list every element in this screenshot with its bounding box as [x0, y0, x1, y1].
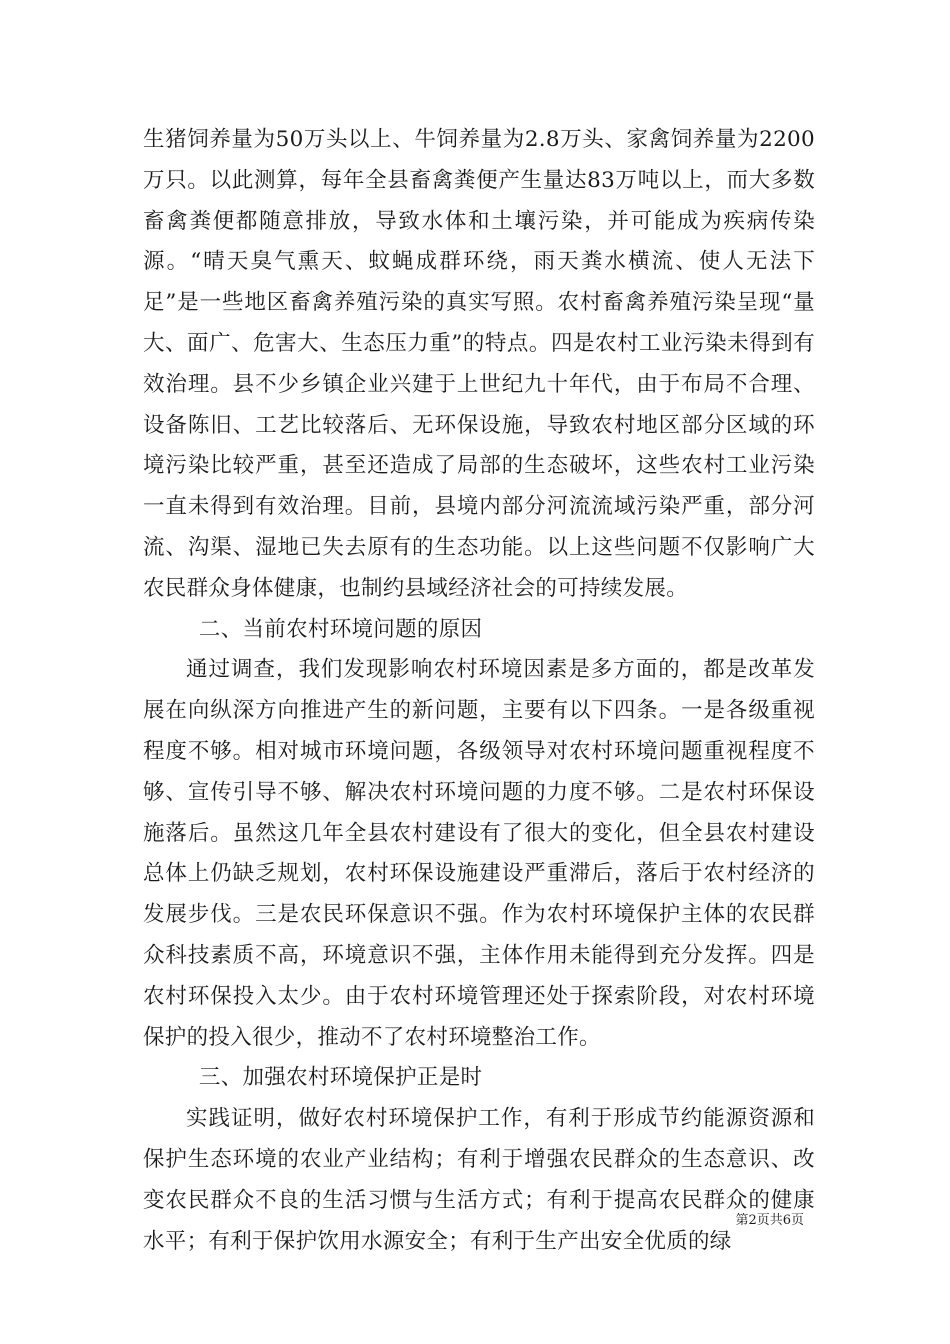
- document-body: [143, 120, 815, 1262]
- section-heading-strengthen-protection: 三、加强农村环境保护正是时: [198, 1065, 483, 1091]
- paragraph-livestock-pollution: 生猪饲养量为50万头以上、牛饲养量为2.8万头、家禽饲养量为2200万只。以此测算，每年全县畜禽粪便产生量达83万吨以上，而大多数畜禽粪便都随意排放，导致水体和土壤污染，并可能成为疾病传染源。“晴天臭气熏天、蚊蝇成群环绕，雨天粪水横流、使人无法下足”是一些地区畜禽养殖污染的真实写照。农村畜禽养殖污染呈现“量大、面广、危害大、生态压力重”的特点。四是农村工业污染未得到有效治理。县不少乡镇企业兴建于上世纪九十年代，由于布局不合理、设备陈旧、工艺比较落后、无环保设施，导致农村地区部分区域的环境污染比较严重，甚至还造成了局部的生态破坏，这些农村工业污染一直未得到有效治理。目前，县境内部分河流流域污染严重，部分河流、沟渠、湿地已失去原有的生态功能。以上这些问题不仅影响广大农民群众身体健康，也制约县域经济社会的可持续发展。: [143, 127, 815, 601]
- page-number-footer: 第2页共6页: [735, 1213, 804, 1228]
- paragraph-causes: 通过调查，我们发现影响农村环境因素是多方面的，都是改革发展在向纵深方向推进产生的新问题，主要有以下四条。一是各级重视程度不够。相对城市环境问题，各级领导对农村环境问题重视程度不够、宣传引导不够、解决农村环境问题的力度不够。二是农村环保设施落后。虽然这几年全县农村建设有了很大的变化，但全县农村建设总体上仍缺乏规划，农村环保设施建设严重滞后，落后于农村经济的发展步伐。三是农民环保意识不强。作为农村环境保护主体的农民群众科技素质不高，环境意识不强，主体作用未能得到充分发挥。四是农村环保投入太少。由于农村环境管理还处于探索阶段，对农村环境保护的投入很少，推动不了农村环境整治工作。: [143, 657, 815, 1050]
- paragraph-practice-proves: 实践证明，做好农村环境保护工作，有利于形成节约能源资源和保护生态环境的农业产业结构；有利于增强农民群众的生态意识、改变农民群众不良的生活习惯与生活方式；有利于提高农民群众的健康水平；有利于保护饮用水源安全；有利于生产出安全优质的绿: [143, 1106, 815, 1254]
- section-heading-causes: 二、当前农村环境问题的原因: [198, 616, 483, 642]
